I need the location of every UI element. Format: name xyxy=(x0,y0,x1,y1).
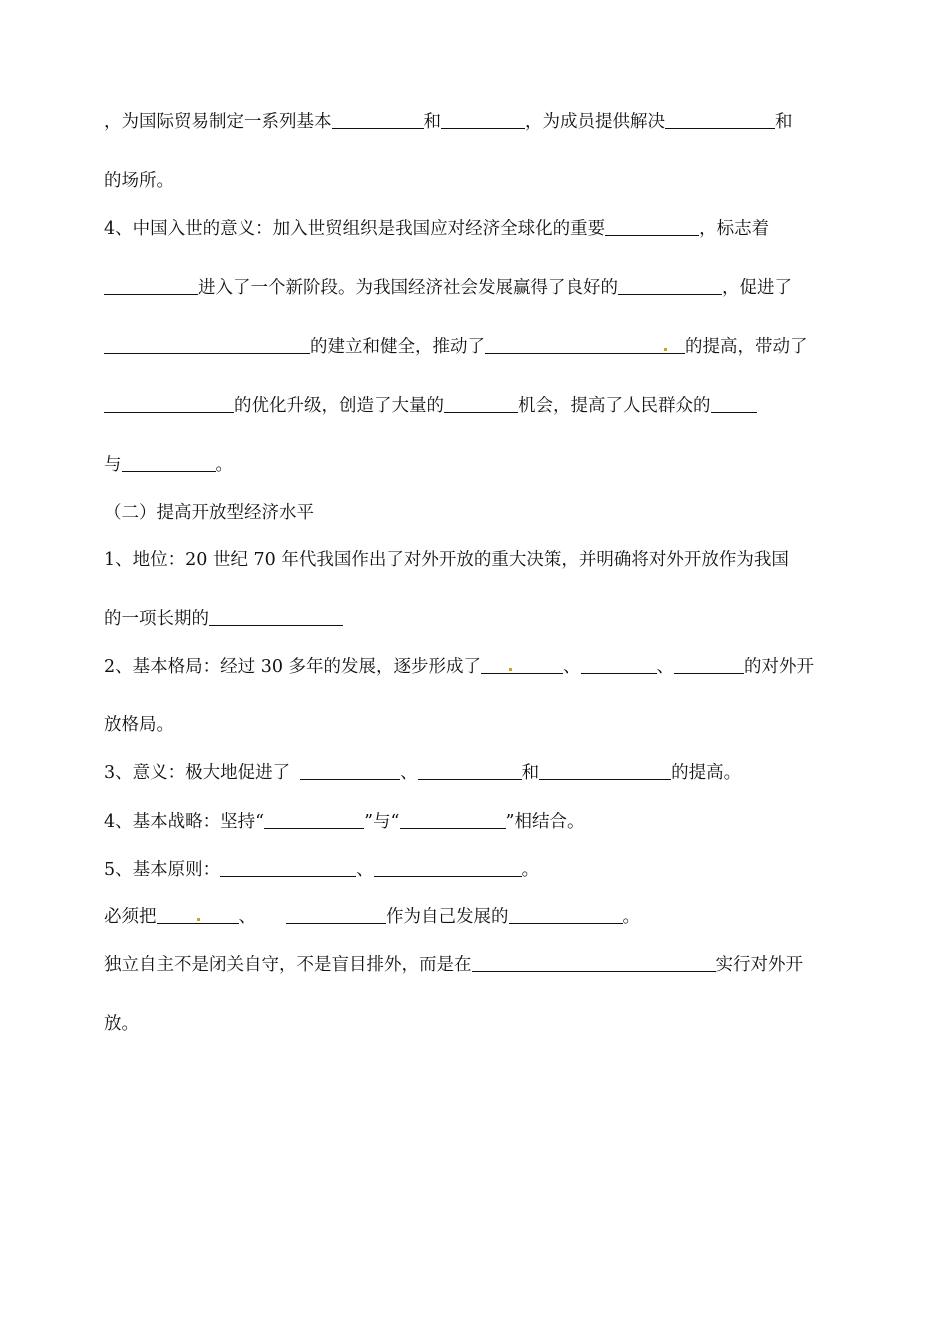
text-line xyxy=(104,217,769,241)
text-segment: 与 xyxy=(104,455,122,475)
fill-blank[interactable] xyxy=(122,453,216,472)
text-segment: 。 xyxy=(215,455,233,475)
fill-blank[interactable] xyxy=(209,607,343,626)
text-segment: 作为自己发展的 xyxy=(386,907,509,927)
fill-blank[interactable] xyxy=(581,655,657,674)
text-segment: 放格局。 xyxy=(104,715,174,735)
text-segment: 、 xyxy=(400,763,418,783)
text-line xyxy=(104,394,757,418)
text-line xyxy=(104,607,343,631)
text-segment: 、 xyxy=(563,657,581,677)
text-segment: 机会，提高了人民群众的 xyxy=(518,396,711,416)
text-line xyxy=(104,169,174,193)
fill-blank[interactable] xyxy=(157,905,239,924)
fill-blank[interactable] xyxy=(104,276,198,295)
text-segment: 必须把 xyxy=(104,907,157,927)
text-segment: 和 xyxy=(775,112,793,132)
text-segment: 、 xyxy=(238,907,256,927)
text-line xyxy=(104,548,789,572)
fill-blank[interactable] xyxy=(539,761,671,780)
fill-blank[interactable] xyxy=(332,110,424,129)
text-segment: 、 xyxy=(656,657,675,677)
text-line xyxy=(104,810,584,834)
fill-blank[interactable] xyxy=(444,394,518,413)
text-segment: 的提高。 xyxy=(671,763,742,783)
text-line xyxy=(104,453,233,477)
text-segment: 实行对外开 xyxy=(715,955,803,975)
fill-blank[interactable] xyxy=(481,655,563,674)
fill-blank[interactable] xyxy=(418,761,522,780)
fill-blank[interactable] xyxy=(220,858,356,877)
fill-blank[interactable] xyxy=(674,655,744,674)
text-line xyxy=(104,761,741,785)
text-segment: 、 xyxy=(356,860,374,880)
text-segment: 的优化升级，创造了大量的 xyxy=(234,396,444,416)
text-segment: 独立自主不是闭关自守，不是盲目排外，而是在 xyxy=(104,955,472,975)
fill-blank[interactable] xyxy=(400,810,506,829)
text-segment: 1、地位：20 世纪 70 年代我国作出了对外开放的重大决策，并明确将对外开放作为我国 xyxy=(104,550,789,570)
fill-blank[interactable] xyxy=(300,761,400,780)
text-segment: 和 xyxy=(423,112,441,132)
text-segment: 4、基本战略：坚持“ xyxy=(104,812,265,832)
text-line xyxy=(104,905,640,929)
text-segment: 的对外开 xyxy=(744,657,815,677)
fill-blank[interactable] xyxy=(441,110,525,129)
text-segment: 3、意义：极大地促进了 xyxy=(104,763,291,783)
text-segment: ”与“ xyxy=(364,812,400,832)
fill-blank[interactable] xyxy=(618,276,722,295)
text-segment: 4、中国入世的意义：加入世贸组织是我国应对经济全球化的重要 xyxy=(104,219,606,239)
fill-blank[interactable] xyxy=(485,335,685,354)
text-segment: 5、基本原则： xyxy=(104,860,221,880)
text-line xyxy=(104,335,808,359)
text-segment: ，促进了 xyxy=(722,278,792,298)
text-line xyxy=(104,953,803,977)
text-segment: 。 xyxy=(622,907,640,927)
mark-dot xyxy=(197,918,200,921)
text-segment: 和 xyxy=(521,763,540,783)
text-segment: 2、基本格局：经过 30 多年的发展，逐步形成了 xyxy=(104,657,482,677)
fill-blank[interactable] xyxy=(286,905,386,924)
text-segment: 的建立和健全，推动了 xyxy=(310,337,485,357)
text-segment: 。 xyxy=(521,860,540,880)
text-line xyxy=(104,1012,139,1036)
text-segment: 进入了一个新阶段。为我国经济社会发展赢得了良好的 xyxy=(198,278,618,298)
text-segment: ”相结合。 xyxy=(505,812,585,832)
text-line xyxy=(104,110,793,134)
fill-blank[interactable] xyxy=(104,335,310,354)
fill-blank[interactable] xyxy=(374,858,522,877)
fill-blank[interactable] xyxy=(711,394,757,413)
fill-blank[interactable] xyxy=(509,905,623,924)
fill-blank[interactable] xyxy=(264,810,364,829)
text-segment: ，为成员提供解决 xyxy=(525,112,665,132)
text-segment: 放。 xyxy=(104,1014,139,1034)
text-segment: 的一项长期的 xyxy=(104,609,209,629)
fill-blank[interactable] xyxy=(472,953,716,972)
text-segment: ，为国际贸易制定一系列基本 xyxy=(104,112,332,132)
text-segment: 的场所。 xyxy=(104,171,174,191)
mark-dot xyxy=(664,348,667,351)
text-segment: 的提高，带动了 xyxy=(685,337,808,357)
fill-blank[interactable] xyxy=(605,217,699,236)
text-line xyxy=(104,858,539,882)
text-segment: ，标志着 xyxy=(699,219,770,239)
fill-blank[interactable] xyxy=(665,110,775,129)
mark-dot xyxy=(509,668,512,671)
text-line xyxy=(104,276,792,300)
text-line xyxy=(104,713,174,737)
text-line xyxy=(104,655,814,679)
fill-blank[interactable] xyxy=(104,394,234,413)
text-segment: （二）提高开放型经济水平 xyxy=(104,503,314,523)
section-heading xyxy=(104,501,314,525)
